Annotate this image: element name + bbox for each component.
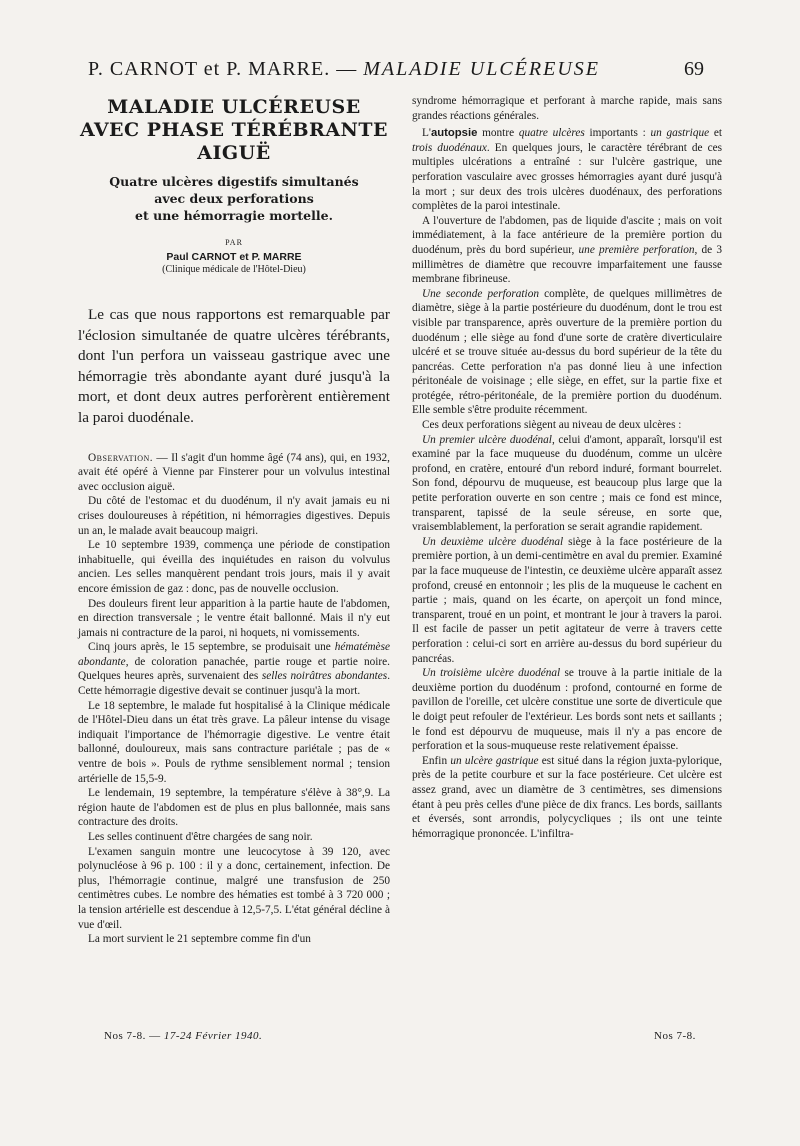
subtitle-line-2: avec deux perforations [154,191,314,206]
text-run: Enfin [422,754,451,767]
page-number: 69 [684,58,704,80]
running-head-dash: — [336,58,358,80]
paragraph: Des douleurs firent leur apparition à la partie haute de l'abdomen, en direction transversale ; le ventre était ballonné. Mais il n'y eut jamais ni contracture de la paroi, ni hoquets, ni vomissements. [78,597,390,639]
text-run: , celui d'amont, apparaît, lorsqu'il est examiné par la face muqueuse du duodénum, comme un ulcère profond, en cratère, entouré d'un rebord induré, formant bourrelet. Son fond, dépourvu de muqueuse, est beaucoup plus large que la petite perforation ouverte en son centre ; mais ce fond est mince, transparent, tapissé de la seule séreuse, en sorte que, vraisemblablement, la perforation se serait agrandie rapidement. [412,433,722,534]
paragraph: L'examen sanguin montre une leucocytose à 39 120, avec polynucléose à 96 p. 100 : il y a donc, certainement, infection. De plus, l'hémorragie continue, malgré une transfusion de 250 centimètres cubes. Le nombre des hématies est tombé à 3 720 000 ; la tension artérielle est descendue à 12,5-7,5. L'état général décline à vue d'œil. [78,845,390,931]
title-line-3: AIGUË [197,142,271,164]
text-run: . Cette hémorragie digestive devait se continuer jusqu'à la mort. [78,670,391,698]
paragraph-autopsie [412,126,722,214]
article-subtitle [78,173,390,224]
text-run: est situé dans la région juxta-pylorique, près de la petite courbure et sur la face postérieure. Cet ulcère est assez grand, avec un diamètre de 3 centimètres, ses dimensions étant à peu près celles d'une pièce de dix francs. Les bords, saillants et éversés, sont arrondis, polycycliques ; ils ont une teinte hémorragique prononcée. L'infiltra- [412,754,722,840]
emphasis: Un deuxième ulcère duodénal [422,535,564,548]
article-title [78,96,390,165]
text-run: montre [477,127,519,140]
text-run: . En quelques jours, le caractère térébrant de ces multiples ulcérations a entraîné : sur l'ulcère gastrique, une perforation vasculaire avec grosses hémorragies ayant duré jusqu'à la mort ; sur deux des trois ulcères duodénaux, des perforations complètes de la paroi intestinale. [412,141,722,213]
footer-issue-left [104,1030,262,1042]
footer-issue-right: Nos 7-8. [654,1030,696,1042]
paragraph [412,754,722,842]
paragraph: Le 18 septembre, le malade fut hospitalisé à la Clinique médicale de l'Hôtel-Dieu dans un état très grave. La pâleur intense du visage indiquait l'importance de l'hémorragie digestive. Le ventre était ballonné, douloureux, mais sans contracture pariétale ; pas de « ventre de bois ». Pouls de rythme sensiblement normal ; tension artérielle de 15,5-9. [78,699,390,785]
paragraph: Du côté de l'estomac et du duodénum, il n'y avait jamais eu ni crises douloureuses à répétition, ni hémorragies digestives. Depuis un an, le malade avait beaucoup maigri. [78,495,390,537]
emphasis: une première perforation [578,243,695,256]
emphasis: quatre ulcères [518,127,585,140]
left-column [78,96,390,947]
paragraph: Le 10 septembre 1939, commença une période de constipation inhabituelle, qui éveilla des inquiétudes en raison du volvulus ancien. Les selles manquèrent pendant trois jours, mais il y avait encore émission de gaz : donc, pas de nouvelle occlusion. [78,539,390,595]
text-run: complète, de quelques millimètres de diamètre, siège à la partie postérieure du duodénum, dont le trou est visible par transparence, après ouverture de la première portion du duodénum ; elle siège au fond d'une sorte de cratère diverticulaire ulcéré et se trouve située au-dessus du bord supérieur de la tête du pancréas. Cette perforation n'a pas donné lieu à une infection péritonéale de voisinage ; elle siège, en effet, sur la partie fixe et protégée, rétro-péritonéale, de la première portion du duodénum. Elle semble s'être produite récemment. [412,287,722,417]
paragraph [78,640,390,698]
paragraph: Les selles continuent d'être chargées de sang noir. [88,831,313,843]
paragraph: Ces deux perforations siègent au niveau de deux ulcères : [422,419,682,432]
subtitle-line-1: Quatre ulcères digestifs simultanés [109,174,359,189]
text-run: L' [422,127,431,140]
subtitle-line-3: et une hémorragie mortelle. [135,208,333,223]
right-column [412,94,722,841]
text-run: siège à la face postérieure de la première portion, à un demi-centimètre en aval du premier. Examiné par la face muqueuse de l'intestin, ce deuxième ulcère apparaît assez profond, creusé en entonnoir ; les plis de la muqueuse le cachent en partie ; mais, quand on les écarte, on aperçoit un fond mince, transparent, troué en un point, et montrant le jour à travers la paroi. Il est facile de passer un petit agitateur de verre à travers cette perforation : celui-ci sort en arrière au-dessus du bord supérieur du pancréas. [412,535,723,665]
footer-date: 17-24 Février 1940. [163,1030,263,1042]
paragraph: La mort survient le 21 septembre comme fin d'un [88,933,311,946]
title-line-2: AVEC PHASE TÉRÉBRANTE [79,119,389,141]
emphasis: Un troisième ulcère duodénal [422,667,561,680]
observation-text: — Il s'agit d'un homme âgé (74 ans), qui, en 1932, avait été opéré à Vienne par Finsterer pour un volvulus intestinal avec occlusion aiguë. [78,451,390,493]
text-run: importants : [584,127,651,140]
text-run: A l'ouverture de l'abdomen, pas de liquide d'ascite ; mais on voit immédiatement, à la face antérieure de la première portion du duodénum, près du bord supérieur, [412,214,722,256]
emphasis: trois duodénaux [412,141,487,154]
text-run: , de 3 millimètres de diamètre que recouvre imparfaitement une fausse membrane fibrineuse. [412,243,722,286]
emphasis: Un premier ulcère duodénal [422,433,552,446]
text-run: Cinq jours après, le 15 septembre, se produisait une [88,641,335,654]
footer-issue-number: Nos 7-8. [104,1030,146,1042]
paragraph [412,287,722,418]
observation-label: Observation. [88,451,154,464]
paragraph: syndrome hémorragique et perforant à marche rapide, mais sans grandes réactions générales. [412,95,722,122]
text-run: , de coloration panachée, partie rouge et partie noire. Quelques heures après, survenaient des [78,655,390,683]
paragraph [412,535,722,666]
paragraph [412,666,722,754]
paragraph [412,214,722,287]
running-head-authors: P. CARNOT et P. MARRE. [88,58,331,80]
autopsie-bold: autopsie [430,127,478,140]
paragraph-observation [78,451,390,495]
running-head-title: MALADIE ULCÉREUSE [363,58,600,80]
byline: Paul CARNOT et P. MARRE [166,251,302,263]
running-head [88,58,728,81]
emphasis: hématémèse abondante [78,641,390,668]
par-label: PAR [225,238,243,247]
affiliation: (Clinique médicale de l'Hôtel-Dieu) [162,264,306,275]
text-run: se trouve à la partie initiale de la deuxième portion du duodénum : profond, contourné en forme de pavillon de l'oreille, cet ulcère constitue une sorte de diverticule que le doigt peut refouler de l'extérieur. Les bords sont nets et saillants ; le fond est dépourvu de muqueuse, mais il n'y a pas encore de perforation et la sous-muqueuse reste relativement épaisse. [412,667,722,753]
emphasis: un ulcère gastrique [450,754,539,767]
emphasis: Une seconde perforation [422,287,539,300]
text-run: et [709,127,722,140]
title-line-1: MALADIE ULCÉREUSE [107,96,361,118]
paragraph [412,433,722,535]
emphasis: selles noirâtres abondantes [261,670,388,683]
footer-dash: — [149,1030,161,1042]
emphasis: un gastrique [650,127,710,140]
paragraph: Le lendemain, 19 septembre, la température s'élève à 38°,9. La région haute de l'abdomen est de plus en plus ballonnée, mais sans contracture des droits. [78,787,390,829]
abstract: Le cas que nous rapportons est remarquable par l'éclosion simultanée de quatre ulcères térébrants, dont l'un perfora un vaisseau gastrique avec une hémorragie très abondante ayant duré jusqu'à la mort, et dont deux autres perforèrent entièrement la paroi duodénale. [78,306,390,426]
